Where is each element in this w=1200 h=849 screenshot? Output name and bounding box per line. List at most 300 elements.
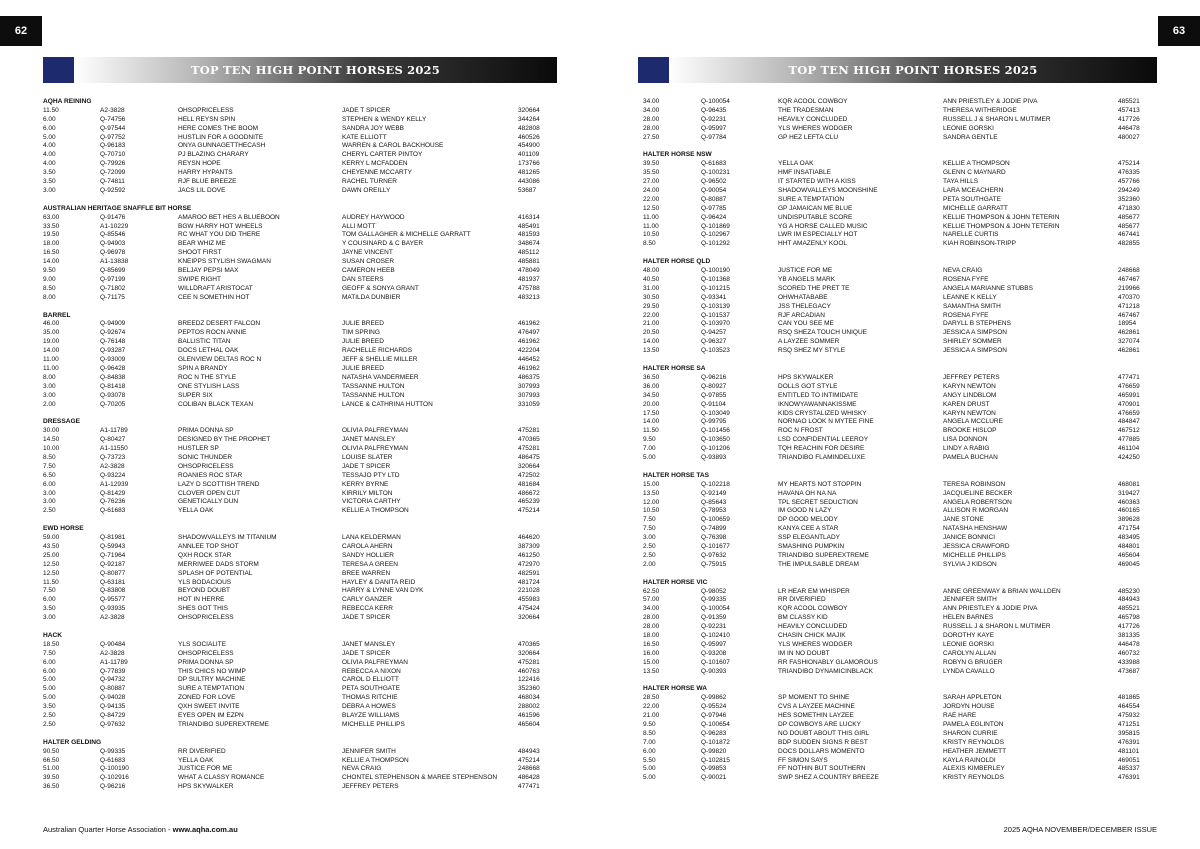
horse-name: AMAROO BET HES A BLUEBOON — [178, 213, 280, 221]
points: 5.00 — [43, 676, 56, 684]
horse-name: HES SOMETHIN LAYZEE — [778, 712, 854, 720]
horse-name: DOLLS GOT STYLE — [778, 382, 838, 390]
horse-name: ZONED FOR LOVE — [178, 694, 236, 702]
table-row — [43, 285, 543, 294]
points: 3.50 — [43, 178, 56, 186]
owner-name: JORDYN HOUSE — [943, 703, 995, 711]
points: 8.00 — [43, 293, 56, 301]
member-number: 468034 — [518, 694, 540, 702]
member-number: 484943 — [1118, 596, 1140, 604]
table-row — [643, 418, 1148, 427]
table-row — [643, 561, 1148, 570]
owner-name: THERESA WITHERIDGE — [943, 106, 1017, 114]
registration-number: Q-101292 — [701, 240, 730, 248]
table-row — [43, 694, 543, 703]
section — [643, 685, 1148, 783]
points: 14.00 — [43, 258, 60, 266]
owner-name: CHERYL CARTER PINTOY — [342, 151, 423, 159]
points: 18.00 — [43, 240, 60, 248]
table-row — [643, 303, 1148, 312]
owner-name: CARLY GANZER — [342, 596, 392, 604]
owner-name: JULIE BREED — [342, 338, 384, 346]
owner-name: OLIVIA PALFREYMAN — [342, 427, 408, 435]
owner-name: RACHEL TURNER — [342, 178, 397, 186]
member-number: 485881 — [518, 258, 540, 266]
horse-name: TQH REACHIN FOR DESIRE — [778, 445, 865, 453]
owner-name: JANICE BONNICI — [943, 534, 996, 542]
section-title: HALTER HORSE VIC — [643, 578, 708, 586]
horse-name: RR DIVERIFIED — [178, 747, 226, 755]
member-number: 476659 — [1118, 382, 1140, 390]
horse-name: HMF INSATIABLE — [778, 169, 831, 177]
member-number: 476391 — [1118, 738, 1140, 746]
points: 19.00 — [43, 338, 60, 346]
section-title: HACK — [43, 631, 63, 639]
owner-name: ANNE GREENWAY & BRIAN WALLDEN — [943, 587, 1061, 595]
owner-name: MATILDA DUNBIER — [342, 293, 401, 301]
owner-name: Y COUSINARD & C BAYER — [342, 240, 424, 248]
horse-name: THIS CHICS NO WIMP — [178, 667, 246, 675]
member-number: 469051 — [1118, 756, 1140, 764]
owner-name: CHEYENNE MCCARTY — [342, 169, 412, 177]
horse-name: YLS WHERES WODGER — [778, 124, 853, 132]
owner-name: ALLI MOTT — [342, 222, 376, 230]
points: 28.00 — [643, 623, 660, 631]
registration-number: Q-96216 — [701, 373, 727, 381]
registration-number: Q-93935 — [100, 605, 126, 613]
table-row — [643, 614, 1148, 623]
registration-number: Q-94732 — [100, 676, 126, 684]
registration-number: Q-93893 — [701, 453, 727, 461]
footer-url[interactable]: www.aqha.com.au — [172, 825, 238, 834]
horse-name: DOCS DOLLARS MOMENTO — [778, 747, 865, 755]
points: 22.00 — [643, 195, 660, 203]
member-number: 481101 — [1118, 747, 1140, 755]
horse-name: QXH ROCK STAR — [178, 551, 232, 559]
registration-number: Q-96978 — [100, 249, 126, 257]
owner-name: MICHELLE PHILLIPS — [342, 720, 405, 728]
owner-name: ANN PRIESTLEY & JODIE PIVA — [943, 605, 1038, 613]
registration-number: Q-97946 — [701, 712, 727, 720]
table-row — [43, 187, 543, 196]
member-number: 471218 — [1118, 302, 1140, 310]
owner-name: JEFFREY PETERS — [943, 373, 1000, 381]
member-number: 471251 — [1118, 721, 1140, 728]
horse-name: LWR IM ESPECIALLY HOT — [778, 231, 858, 239]
horse-name: WHAT A CLASSY ROMANCE — [178, 774, 265, 782]
horse-name: PEPTOS ROCN ANNIE — [178, 329, 247, 337]
horse-name: KIDS CRYSTALIZED WHISKY — [778, 409, 867, 417]
registration-number: Q-101206 — [701, 445, 730, 453]
member-number: 395815 — [1118, 729, 1140, 737]
points: 13.50 — [643, 489, 660, 497]
points: 3.00 — [43, 498, 56, 506]
registration-number: Q-96428 — [100, 364, 126, 372]
registration-number: Q-96435 — [701, 106, 727, 114]
table-row — [643, 525, 1148, 534]
table-row — [643, 721, 1148, 730]
horse-name: HHT AMAZENLY KOOL — [778, 240, 847, 248]
horse-name: PRIMA DONNA SP — [178, 427, 234, 435]
registration-number: Q-80877 — [100, 569, 126, 577]
member-number: 483213 — [518, 293, 540, 301]
member-number: 465798 — [1118, 614, 1140, 622]
points: 8.00 — [43, 373, 56, 381]
section — [643, 579, 1148, 677]
registration-number: A2-3828 — [100, 106, 125, 114]
table-row — [43, 498, 543, 507]
member-number: 485230 — [1118, 587, 1140, 595]
registration-number: A2-3828 — [100, 649, 125, 657]
member-number: 481265 — [518, 169, 540, 177]
owner-name: LYNDA CAVALLO — [943, 667, 995, 675]
table-row — [643, 169, 1148, 178]
points: 90.50 — [43, 747, 60, 755]
points: 35.00 — [43, 329, 60, 337]
member-number: 485112 — [518, 249, 540, 257]
owner-name: RUSSELL J & SHARON L MUTIMER — [943, 623, 1051, 631]
points: 28.50 — [643, 694, 660, 702]
owner-name: TAYA HILLS — [943, 178, 979, 186]
registration-number: Q-97632 — [701, 551, 727, 559]
table-row — [43, 703, 543, 712]
registration-number: Q-97784 — [701, 133, 727, 141]
points: 19.50 — [43, 231, 60, 239]
owner-name: JESSICA A SIMPSON — [943, 329, 1007, 337]
owner-name: SARAH APPLETON — [943, 694, 1002, 702]
section — [643, 365, 1148, 463]
horse-name: YELLA OAK — [178, 507, 214, 515]
table-row — [643, 240, 1148, 249]
registration-number: Q-96424 — [701, 213, 727, 221]
member-number: 462861 — [1118, 347, 1140, 355]
table-row — [643, 445, 1148, 454]
horse-name: ONYA GUNNAGETTHECASH — [178, 142, 266, 150]
table-row — [43, 659, 543, 668]
points: 31.00 — [643, 284, 660, 292]
owner-name: LANCE & CATHRINA HUTTON — [342, 400, 433, 408]
registration-number: Q-95997 — [701, 124, 727, 132]
horse-name: TRIANDIBO SUPEREXTREME — [778, 551, 870, 559]
member-number: 468081 — [1118, 480, 1140, 488]
horse-name: ROANIES ROC STAR — [178, 471, 243, 479]
member-number: 482808 — [518, 124, 540, 132]
table-row — [643, 427, 1148, 436]
footer — [1004, 825, 1157, 834]
points: 3.50 — [43, 605, 56, 613]
member-number: 288002 — [518, 703, 540, 711]
registration-number: Q-71964 — [100, 551, 126, 559]
horse-name: KQR ACOOL COWBOY — [778, 605, 848, 613]
registration-number: Q-95524 — [701, 703, 727, 711]
horse-name: OHSOPRICELESS — [178, 106, 234, 114]
registration-number: Q-71175 — [100, 293, 125, 301]
member-number: 471754 — [1118, 525, 1140, 533]
registration-number: Q-90021 — [701, 774, 727, 782]
member-number: 465604 — [1118, 551, 1140, 559]
horse-name: HPS SKYWALKER — [778, 373, 834, 381]
table-row — [43, 570, 543, 579]
registration-number: Q-80427 — [100, 436, 126, 444]
owner-name: SANDRA GENTLE — [943, 133, 998, 141]
member-number: 307993 — [518, 382, 540, 390]
member-number: 461104 — [1118, 445, 1140, 453]
points: 14.00 — [43, 347, 60, 355]
horse-name: SP MOMENT TO SHINE — [778, 694, 850, 702]
member-number: 485337 — [1118, 765, 1140, 773]
registration-number: Q-92674 — [100, 329, 126, 337]
member-number: 460363 — [1118, 498, 1140, 506]
points: 36.50 — [43, 783, 60, 791]
table-row — [643, 320, 1148, 329]
registration-number: Q-101537 — [701, 311, 730, 319]
member-number: 486428 — [518, 774, 540, 782]
section — [43, 98, 543, 196]
horse-name: REYSN HOPE — [178, 160, 221, 168]
points: 7.50 — [43, 649, 56, 657]
owner-name: PAMELA BUCHAN — [943, 453, 998, 461]
member-number: 465991 — [1118, 391, 1140, 399]
points: 7.00 — [643, 445, 656, 453]
horse-name: KANYA CEE A STAR — [778, 525, 839, 533]
member-number: 327074 — [1118, 338, 1140, 346]
horse-name: SONIC THUNDER — [178, 453, 233, 461]
registration-number: Q-99853 — [701, 765, 727, 773]
table-row — [43, 329, 543, 338]
points: 7.50 — [43, 462, 56, 470]
horse-name: YELLA OAK — [178, 756, 214, 764]
registration-number: Q-74899 — [701, 525, 727, 533]
owner-name: MICHELLE GARRATT — [943, 204, 1008, 212]
member-number: 460165 — [1118, 507, 1140, 515]
points: 33.50 — [43, 222, 60, 230]
member-number: 478049 — [518, 267, 540, 275]
owner-name: CAMERON HEEB — [342, 267, 395, 275]
owner-name: LISA DONNON — [943, 436, 988, 444]
table-row — [643, 214, 1148, 223]
registration-number: Q-97199 — [100, 275, 126, 283]
registration-number: Q-94903 — [100, 240, 126, 248]
table-row — [643, 454, 1148, 463]
owner-name: JADE T SPICER — [342, 614, 391, 622]
points: 3.50 — [43, 169, 56, 177]
points: 39.50 — [43, 774, 60, 782]
points: 16.50 — [43, 249, 60, 257]
owner-name: JANE STONE — [943, 516, 984, 524]
section — [43, 525, 543, 623]
horse-name: BEAR WHIZ ME — [178, 240, 226, 248]
member-number: 470901 — [1118, 400, 1140, 408]
points: 11.50 — [643, 427, 659, 435]
horse-name: COLIBAN BLACK TEXAN — [178, 400, 254, 408]
table-row — [43, 223, 543, 232]
member-number: 486475 — [518, 453, 540, 461]
registration-number: Q-96183 — [100, 142, 126, 150]
horse-name: MERRIWEE DADS STORM — [178, 560, 259, 568]
member-number: 476659 — [1118, 409, 1140, 417]
owner-name: PETA SOUTHGATE — [943, 195, 1001, 203]
member-number: 481684 — [518, 480, 540, 488]
table-row — [43, 134, 543, 143]
owner-name: LOUISE SLATER — [342, 453, 393, 461]
owner-name: TASSANNE HULTON — [342, 382, 405, 390]
section — [43, 312, 543, 410]
registration-number: A2-3828 — [100, 614, 125, 622]
member-number: 484943 — [518, 747, 540, 755]
registration-number: Q-100054 — [701, 98, 730, 105]
member-number: 481937 — [518, 275, 540, 283]
points: 9.50 — [643, 721, 656, 728]
points: 28.00 — [643, 115, 660, 123]
points: 12.00 — [643, 498, 660, 506]
horse-name: KNEIPPS STYLISH SWAGMAN — [178, 258, 271, 266]
member-number: 417726 — [1118, 115, 1140, 123]
registration-number: A1-10229 — [100, 222, 129, 230]
registration-number: Q-85699 — [100, 267, 126, 275]
horse-name: SPIN A BRANDY — [178, 364, 228, 372]
table-row — [643, 712, 1148, 721]
horse-name: RR FASHIONABLY GLAMOROUS — [778, 658, 878, 666]
registration-number: Q-95997 — [701, 640, 727, 648]
member-number: 481865 — [1118, 694, 1140, 702]
table-row — [43, 507, 543, 516]
points: 5.00 — [43, 694, 56, 702]
banner-title: TOP TEN HIGH POINT HORSES 2025 — [788, 63, 1038, 77]
registration-number: Q-72099 — [100, 169, 126, 177]
table-row — [643, 730, 1148, 739]
member-number: 484847 — [1118, 418, 1140, 426]
owner-name: KELLIE A THOMPSON — [342, 756, 409, 764]
owner-name: LINDY A RABIG — [943, 445, 990, 453]
horse-name: YG A HORSE CALLED MUSIC — [778, 222, 868, 230]
points: 28.00 — [643, 614, 660, 622]
points: 6.00 — [43, 124, 56, 132]
table-row — [43, 294, 543, 303]
member-number: 476335 — [1118, 169, 1140, 177]
table-row — [643, 134, 1148, 143]
owner-name: GEOFF & SONYA GRANT — [342, 284, 419, 292]
horse-name: YLS WHERES WODGER — [778, 640, 853, 648]
horse-name: JACS LIL DOVE — [178, 186, 226, 194]
points: 4.00 — [43, 160, 56, 168]
table-row — [43, 160, 543, 169]
registration-number: Q-90393 — [701, 667, 727, 675]
table-row — [43, 392, 543, 401]
member-number: 18954 — [1118, 320, 1137, 328]
table-row — [643, 774, 1148, 783]
owner-name: KIAH ROBINSON-TRIPP — [943, 240, 1016, 248]
owner-name: REBECCA A NIXON — [342, 667, 401, 675]
owner-name: RACHELLE RICHARDS — [342, 347, 413, 355]
registration-number: Q-97544 — [100, 124, 126, 132]
points: 2.00 — [643, 560, 656, 568]
points: 3.00 — [43, 382, 56, 390]
owner-name: DARYLL B STEPHENS — [943, 320, 1011, 328]
member-number: 485677 — [1118, 213, 1140, 221]
table-row — [43, 365, 543, 374]
horse-name: ANNLEE TOP SHOT — [178, 542, 239, 550]
points: 7.50 — [643, 516, 656, 524]
page-number: 63 — [1172, 25, 1186, 37]
registration-number: Q-80887 — [100, 685, 126, 693]
horse-name: GENETICALLY DUN — [178, 498, 239, 506]
horse-name: CVS A LAYZEE MACHINE — [778, 703, 855, 711]
registration-number: Q-76398 — [701, 534, 727, 542]
points: 6.50 — [43, 471, 56, 479]
horse-name: RJF BLUE BREEZE — [178, 178, 237, 186]
registration-number: Q-79926 — [100, 160, 126, 168]
points: 34.50 — [643, 391, 660, 399]
points: 5.00 — [643, 774, 656, 782]
points: 29.50 — [643, 302, 660, 310]
owner-name: SUSAN CROSER — [342, 258, 395, 266]
horse-name: DP GOOD MELODY — [778, 516, 838, 524]
owner-name: JULIE BREED — [342, 320, 384, 328]
registration-number: Q-101215 — [701, 284, 730, 292]
member-number: 461962 — [518, 364, 540, 372]
owner-name: HEATHER JEMMETT — [943, 747, 1007, 755]
registration-number: Q-101456 — [701, 427, 730, 435]
owner-name: ROSENA FYFE — [943, 276, 989, 284]
owner-name: NARELLE CURTIS — [943, 231, 999, 239]
horse-name: TRIANDIBO FLAMINDELUXE — [778, 453, 866, 461]
points: 14.00 — [643, 338, 660, 346]
registration-number: Q-61683 — [100, 756, 126, 764]
table-row — [643, 507, 1148, 516]
section-title: HALTER HORSE SA — [643, 365, 706, 373]
points: 6.00 — [43, 480, 56, 488]
table-row — [43, 481, 543, 490]
member-number: 482591 — [518, 569, 540, 577]
points: 2.00 — [43, 400, 56, 408]
member-number: 320664 — [518, 462, 540, 470]
horse-name: IKNOWYAWANNAKISSME — [778, 400, 857, 408]
horse-name: SURE A TEMPTATION — [178, 685, 245, 693]
table-row — [643, 312, 1148, 321]
table-row — [43, 676, 543, 685]
registration-number: Q-93224 — [100, 471, 126, 479]
table-row — [643, 543, 1148, 552]
table-row — [643, 490, 1148, 499]
table-row — [643, 534, 1148, 543]
registration-number: Q-103650 — [701, 436, 730, 444]
registration-number: Q-103970 — [701, 320, 730, 328]
owner-name: BLAYZE WILLIAMS — [342, 712, 400, 719]
registration-number: Q-90054 — [701, 187, 727, 195]
owner-name: ROBYN G BRUGER — [943, 658, 1003, 666]
registration-number: Q-101869 — [701, 222, 730, 230]
points: 11.00 — [643, 213, 659, 221]
horse-name: JSS THELEGACY — [778, 302, 831, 310]
registration-number: Q-96502 — [701, 178, 727, 186]
points: 62.50 — [643, 587, 660, 595]
points: 40.50 — [643, 276, 660, 284]
table-row — [643, 98, 1148, 107]
table-row — [43, 320, 543, 329]
horse-name: ENTITLED TO INTIMIDATE — [778, 391, 859, 399]
section — [643, 258, 1148, 356]
owner-name: KARYN NEWTON — [943, 409, 996, 417]
horse-name: RR DIVERIFIED — [778, 596, 826, 604]
member-number: 475214 — [518, 756, 540, 764]
banner — [43, 57, 557, 83]
owner-name: JACQUELINE BECKER — [943, 489, 1013, 497]
member-number: 475788 — [518, 284, 540, 292]
owner-name: KERRY BYRNE — [342, 480, 389, 488]
owner-name: DEBRA A HOWES — [342, 703, 396, 711]
member-number: 461596 — [518, 712, 540, 719]
table-row — [643, 383, 1148, 392]
